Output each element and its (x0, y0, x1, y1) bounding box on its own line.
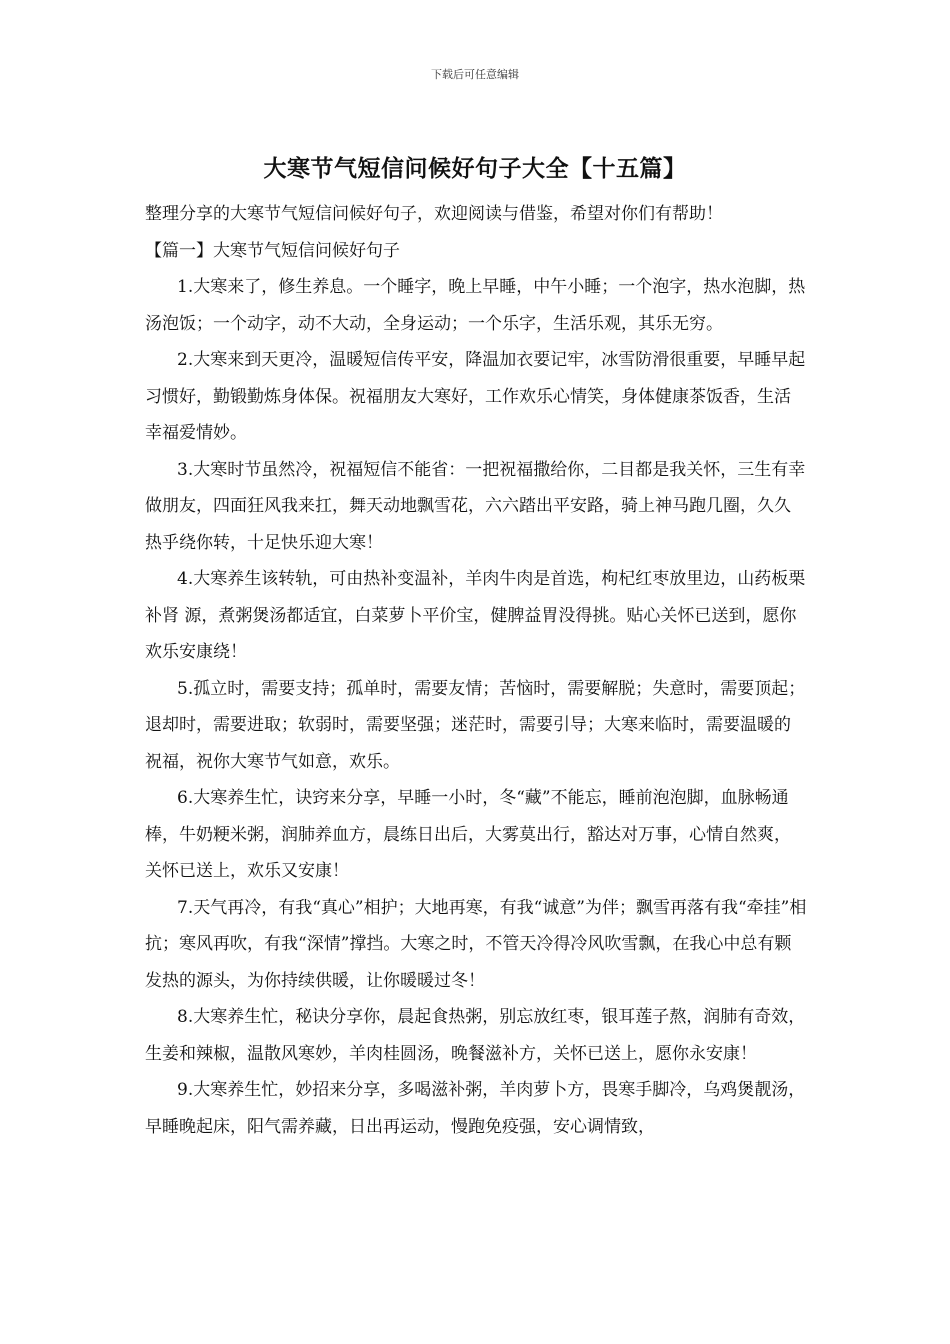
list-item: 7.天气再冷，有我“真心”相护；大地再寒，有我“诚意”为伴；飘雪再落有我“牵挂”相抗；寒风再吹，有我“深情”撑挡。大寒之时，不管天冷得冷风吹雪飘，在我心中总有颗发热的源头，为你持续供暖，让你暖暖过冬！ (145, 897, 807, 991)
list-item: 2.大寒来到天更冷，温暖短信传平安，降温加衣要记牢，冰雪防滑很重要，早睡早起习惯好，勤锻勤炼身体保。祝福朋友大寒好，工作欢乐心情笑，身体健康茶饭香，生活幸福爱情妙。 (145, 350, 806, 443)
header-note: 下载后可任意编辑 (431, 68, 519, 81)
list-item: 9.大寒养生忙，妙招来分享，多喝滋补粥，羊肉萝卜方，畏寒手脚冷，乌鸡煲靓汤，早睡晚起床，阳气需养藏，日出再运动，慢跑免疫强，安心调情致， (145, 1080, 806, 1137)
list-item: 8.大寒养生忙，秘诀分享你，晨起食热粥，别忘放红枣，银耳莲子熬，润肺有奇效，生姜和辣椒，温散风寒妙，羊肉桂圆汤，晚餐滋补方，关怀已送上，愿你永安康！ (145, 1007, 806, 1064)
section-heading: 【篇一】大寒节气短信问候好句子 (145, 240, 400, 261)
list-item: 6.大寒养生忙，诀窍来分享，早睡一小时，冬“藏”不能忘，睡前泡泡脚，血脉畅通棒，牛奶粳米粥，润肺养血方，晨练日出后，大雾莫出行，豁达对万事，心情自然爽，关怀已送上，欢乐又安康！ (145, 788, 791, 881)
document-body (145, 196, 807, 1145)
document-title: 大寒节气短信问候好句子大全【十五篇】 (263, 155, 687, 182)
list-item: 1.大寒来了，修生养息。一个睡字，晚上早睡，中午小睡；一个泡字，热水泡脚，热汤泡饭；一个动字，动不大动，全身运动；一个乐字，生活乐观，其乐无穷。 (145, 277, 806, 334)
list-item: 5.孤立时，需要支持；孤单时，需要友情；苦恼时，需要解脱；失意时，需要顶起；退却时，需要进取；软弱时，需要坚强；迷茫时，需要引导；大寒来临时，需要温暖的祝福，祝你大寒节气如意，欢乐。 (145, 678, 806, 772)
intro-paragraph: 整理分享的大寒节气短信问候好句子，欢迎阅读与借鉴，希望对你们有帮助！ (145, 204, 723, 224)
list-item: 3.大寒时节虽然冷，祝福短信不能省：一把祝福撒给你，二目都是我关怀，三生有幸做朋友，四面狂风我来扛，舞天动地飘雪花，六六踏出平安路，骑上神马跑几圈，久久热乎绕你转，十足快乐迎大寒！ (145, 459, 806, 553)
list-item: 4.大寒养生该转轨，可由热补变温补，羊肉牛肉是首选，枸杞红枣放里边，山药板栗补肾 源，煮粥煲汤都适宜，白菜萝卜平价宝，健脾益胃没得挑。贴心关怀已送到，愿你欢乐安康绕！ (145, 569, 806, 662)
